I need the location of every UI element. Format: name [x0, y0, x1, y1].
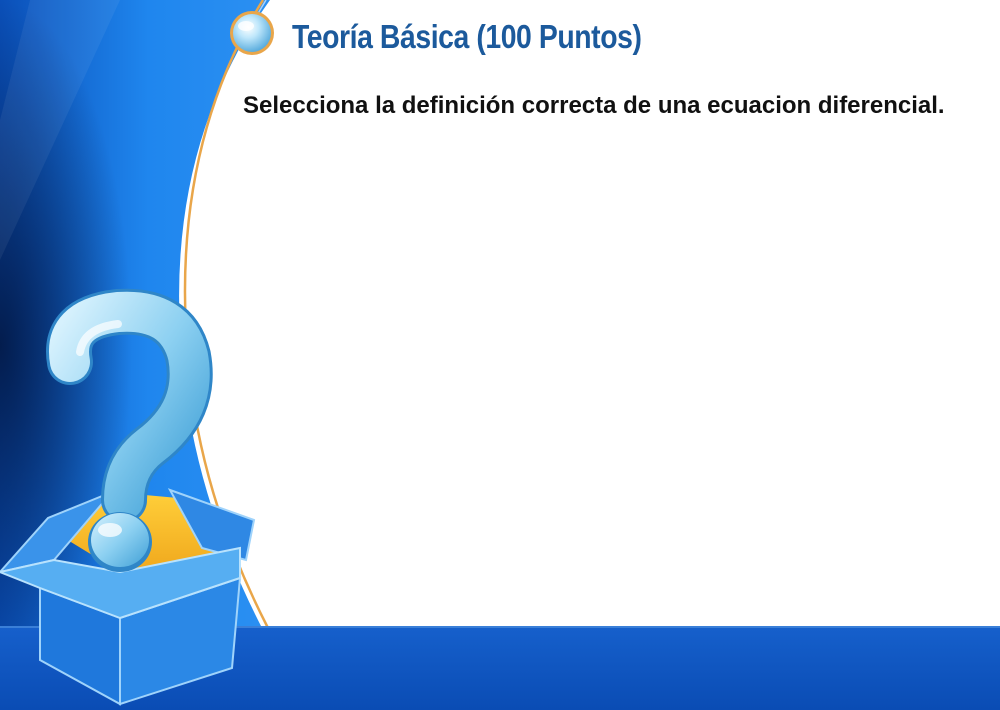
sphere-bullet-icon	[230, 11, 274, 55]
question-text: Selecciona la definición correcta de una ecuacion diferencial.	[243, 92, 945, 119]
slide-title: Teoría Básica (100 Puntos)	[292, 18, 642, 55]
